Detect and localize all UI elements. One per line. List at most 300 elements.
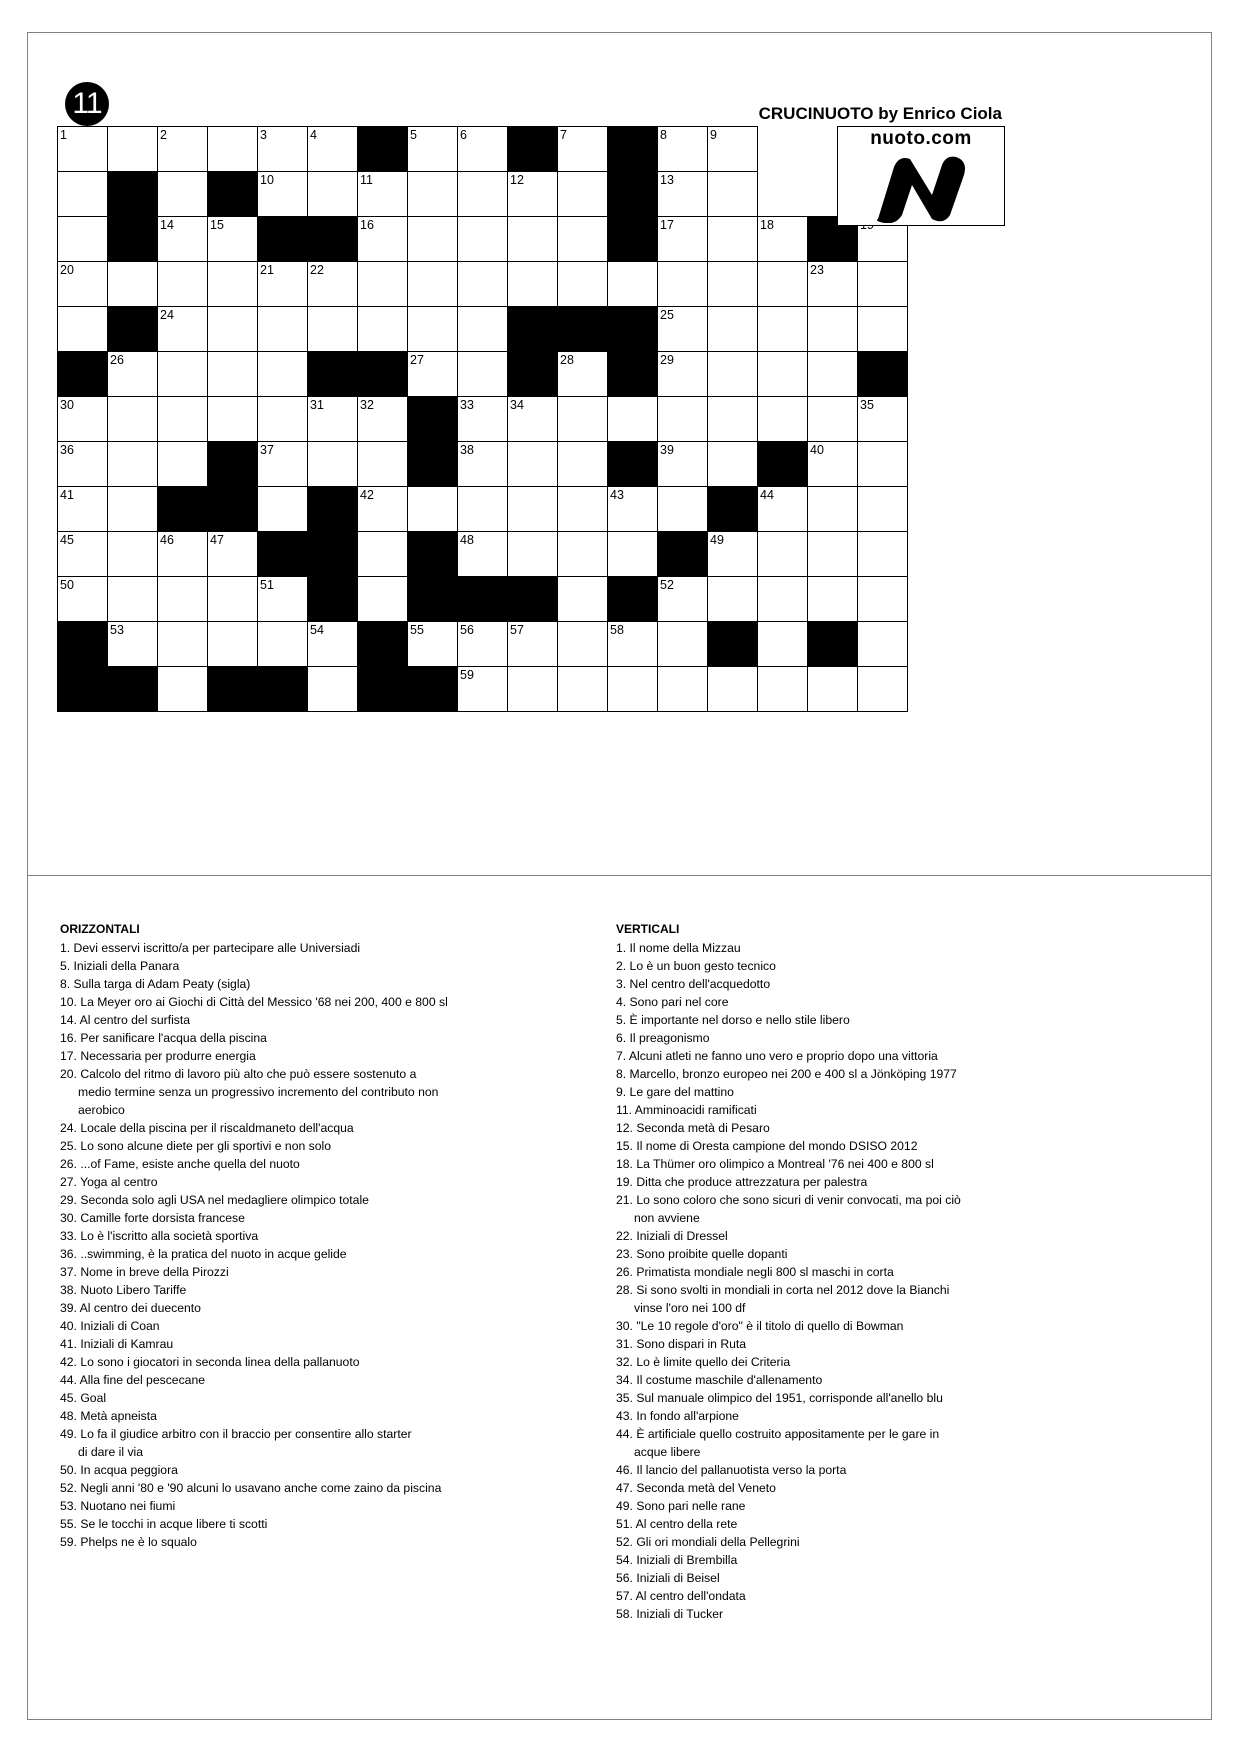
clue-line: 37. Nome in breve della Pirozzi <box>60 1265 229 1279</box>
clue-line: 11. Amminoacidi ramificati <box>616 1103 757 1117</box>
grid-cell[interactable] <box>657 126 708 172</box>
grid-cell[interactable] <box>257 306 308 352</box>
grid-cell[interactable] <box>207 261 258 307</box>
grid-cell[interactable] <box>857 441 908 487</box>
puzzle-number: 11 <box>72 87 102 120</box>
grid-cell[interactable] <box>557 531 608 577</box>
clue-line: 27. Yoga al centro <box>60 1175 158 1189</box>
grid-cell[interactable] <box>57 261 108 307</box>
grid-cell[interactable] <box>807 441 858 487</box>
cell-number: 13 <box>660 173 674 187</box>
grid-cell[interactable] <box>707 531 758 577</box>
grid-cell[interactable] <box>607 666 658 712</box>
grid-cell[interactable] <box>457 531 508 577</box>
clue-line: 58. Iniziali di Tucker <box>616 1607 724 1621</box>
grid-cell[interactable] <box>57 396 108 442</box>
clue-line: 59. Phelps ne è lo squalo <box>60 1535 197 1549</box>
cell-number: 7 <box>560 128 567 142</box>
cell-number: 1 <box>60 128 67 142</box>
grid-cell[interactable] <box>157 396 208 442</box>
clue-line: 7. Alcuni atleti ne fanno uno vero e proprio dopo una vittoria <box>616 1049 938 1063</box>
black-cell <box>607 171 658 217</box>
clue-line: 8. Marcello, bronzo europeo nei 200 e 400 sl a Jönköping 1977 <box>616 1067 957 1081</box>
clue-line: 52. Negli anni '80 e '90 alcuni lo usavano anche come zaino da piscina <box>60 1481 442 1495</box>
black-cell <box>257 666 308 712</box>
cell-number: 32 <box>360 398 374 412</box>
grid-cell[interactable] <box>757 306 808 352</box>
grid-cell[interactable] <box>107 441 158 487</box>
grid-cell[interactable] <box>157 126 208 172</box>
clue-line: 46. Il lancio del pallanuotista verso la porta <box>616 1463 847 1477</box>
black-cell <box>107 306 158 352</box>
cell-number: 45 <box>60 533 74 547</box>
grid-cell[interactable] <box>657 621 708 667</box>
cell-number: 46 <box>160 533 174 547</box>
grid-cell[interactable] <box>807 351 858 397</box>
clue-line: 43. In fondo all'arpione <box>616 1409 739 1423</box>
grid-cell[interactable] <box>407 486 458 532</box>
grid-cell[interactable] <box>57 576 108 622</box>
grid-cell[interactable] <box>857 666 908 712</box>
grid-cell[interactable] <box>307 171 358 217</box>
grid-cell[interactable] <box>107 621 158 667</box>
grid-cell[interactable] <box>107 351 158 397</box>
across-clue-list <box>60 939 540 1551</box>
grid-cell[interactable] <box>307 666 358 712</box>
clue-line: 54. Iniziali di Brembilla <box>616 1553 738 1567</box>
grid-cell[interactable] <box>757 396 808 442</box>
black-cell <box>307 576 358 622</box>
grid-cell[interactable] <box>807 531 858 577</box>
grid-cell[interactable] <box>157 216 208 262</box>
grid-cell[interactable] <box>707 666 758 712</box>
grid-cell[interactable] <box>657 576 708 622</box>
grid-cell[interactable] <box>107 531 158 577</box>
cell-number: 33 <box>460 398 474 412</box>
grid-cell[interactable] <box>307 396 358 442</box>
clue-line: 33. Lo è l'iscritto alla società sportiva <box>60 1229 259 1243</box>
grid-cell[interactable] <box>807 486 858 532</box>
clue-line: 6. Il preagonismo <box>616 1031 710 1045</box>
cell-number: 42 <box>360 488 374 502</box>
black-cell <box>757 441 808 487</box>
clue-line: 1. Devi esservi iscritto/a per partecipare alle Universiadi <box>60 941 361 955</box>
grid-cell[interactable] <box>757 261 808 307</box>
grid-cell[interactable] <box>607 396 658 442</box>
grid-cell[interactable] <box>307 261 358 307</box>
clue-line: 4. Sono pari nel core <box>616 995 729 1009</box>
cell-number: 12 <box>510 173 524 187</box>
cell-number: 36 <box>60 443 74 457</box>
clue-line: 31. Sono dispari in Ruta <box>616 1337 747 1351</box>
grid-cell[interactable] <box>57 171 108 217</box>
black-cell <box>257 216 308 262</box>
grid-cell[interactable] <box>457 171 508 217</box>
black-cell <box>57 666 108 712</box>
clue-line: 18. La Thümer oro olimpico a Montreal '76 nei 400 e 800 sl <box>616 1157 934 1171</box>
grid-cell[interactable] <box>207 351 258 397</box>
cell-number: 38 <box>460 443 474 457</box>
black-cell <box>607 441 658 487</box>
nuoto-logo <box>837 126 1005 226</box>
black-cell <box>357 621 408 667</box>
grid-cell[interactable] <box>357 486 408 532</box>
cell-number: 11 <box>360 173 373 187</box>
cell-number: 15 <box>210 218 224 232</box>
section-divider <box>27 875 1212 876</box>
grid-cell[interactable] <box>457 621 508 667</box>
grid-cell[interactable] <box>807 261 858 307</box>
black-cell <box>307 531 358 577</box>
grid-cell[interactable] <box>357 396 408 442</box>
grid-cell[interactable] <box>557 441 608 487</box>
grid-cell[interactable] <box>207 396 258 442</box>
cell-number: 39 <box>660 443 674 457</box>
grid-cell[interactable] <box>157 531 208 577</box>
clue-line: 39. Al centro dei duecento <box>60 1301 201 1315</box>
grid-cell[interactable] <box>257 486 308 532</box>
grid-cell[interactable] <box>407 621 458 667</box>
grid-cell[interactable] <box>357 306 408 352</box>
grid-cell[interactable] <box>607 531 658 577</box>
grid-cell[interactable] <box>107 126 158 172</box>
cell-number: 44 <box>760 488 774 502</box>
grid-cell[interactable] <box>457 396 508 442</box>
clue-line: 32. Lo è limite quello dei Criteria <box>616 1355 791 1369</box>
grid-cell[interactable] <box>507 441 558 487</box>
grid-cell[interactable] <box>407 126 458 172</box>
grid-cell[interactable] <box>157 576 208 622</box>
cell-number: 52 <box>660 578 674 592</box>
black-cell <box>107 216 158 262</box>
grid-cell[interactable] <box>357 531 408 577</box>
black-cell <box>607 216 658 262</box>
grid-cell[interactable] <box>657 351 708 397</box>
grid-cell[interactable] <box>507 621 558 667</box>
grid-cell[interactable] <box>357 441 408 487</box>
grid-cell[interactable] <box>257 351 308 397</box>
grid-cell[interactable] <box>657 216 708 262</box>
grid-cell[interactable] <box>507 216 558 262</box>
black-cell <box>357 126 408 172</box>
grid-cell[interactable] <box>757 486 808 532</box>
grid-cell[interactable] <box>557 621 608 667</box>
grid-cell[interactable] <box>157 306 208 352</box>
grid-cell[interactable] <box>707 441 758 487</box>
clue-line: 51. Al centro della rete <box>616 1517 738 1531</box>
puzzle-title: CRUCINUOTO by Enrico Ciola <box>758 104 1002 123</box>
clue-line: 29. Seconda solo agli USA nel medagliere olimpico totale <box>60 1193 369 1207</box>
grid-cell[interactable] <box>557 126 608 172</box>
nuoto-n-logo-icon <box>872 155 972 223</box>
cell-number: 31 <box>310 398 324 412</box>
clue-line: 26. ...of Fame, esiste anche quella del nuoto <box>60 1157 300 1171</box>
grid-cell[interactable] <box>507 171 558 217</box>
clue-line: 26. Primatista mondiale negli 800 sl maschi in corta <box>616 1265 894 1279</box>
grid-cell[interactable] <box>807 396 858 442</box>
black-cell <box>507 306 558 352</box>
cell-number: 21 <box>260 263 274 277</box>
grid-cell[interactable] <box>657 306 708 352</box>
grid-cell[interactable] <box>257 441 308 487</box>
grid-cell[interactable] <box>557 216 608 262</box>
grid-cell[interactable] <box>657 666 708 712</box>
grid-cell[interactable] <box>557 486 608 532</box>
grid-cell[interactable] <box>857 531 908 577</box>
clue-line: 25. Lo sono alcune diete per gli sportivi e non solo <box>60 1139 332 1153</box>
down-heading: VERTICALI <box>616 922 680 936</box>
grid-cell[interactable] <box>657 171 708 217</box>
grid-cell[interactable] <box>157 351 208 397</box>
grid-cell[interactable] <box>557 351 608 397</box>
cell-number: 41 <box>60 488 74 502</box>
black-cell <box>707 621 758 667</box>
grid-cell[interactable] <box>707 261 758 307</box>
grid-cell[interactable] <box>57 486 108 532</box>
grid-cell[interactable] <box>707 351 758 397</box>
black-cell <box>507 576 558 622</box>
black-cell <box>607 351 658 397</box>
clues-across <box>60 920 540 1551</box>
grid-cell[interactable] <box>407 306 458 352</box>
clue-line: 3. Nel centro dell'acquedotto <box>616 977 771 991</box>
grid-cell[interactable] <box>207 216 258 262</box>
grid-cell[interactable] <box>257 126 308 172</box>
clue-line: aerobico <box>78 1103 125 1117</box>
grid-cell[interactable] <box>257 396 308 442</box>
clue-line: 16. Per sanificare l'acqua della piscina <box>60 1031 267 1045</box>
black-cell <box>407 441 458 487</box>
cell-number: 50 <box>60 578 74 592</box>
grid-cell[interactable] <box>807 666 858 712</box>
black-cell <box>407 531 458 577</box>
grid-cell[interactable] <box>507 486 558 532</box>
grid-cell[interactable] <box>607 261 658 307</box>
grid-cell[interactable] <box>307 441 358 487</box>
black-cell <box>607 126 658 172</box>
grid-cell[interactable] <box>557 576 608 622</box>
clue-line: acque libere <box>634 1445 701 1459</box>
grid-cell[interactable] <box>707 171 758 217</box>
clue-line: 14. Al centro del surfista <box>60 1013 191 1027</box>
grid-cell[interactable] <box>757 351 808 397</box>
clue-line: 48. Metà apneista <box>60 1409 157 1423</box>
grid-cell[interactable] <box>107 486 158 532</box>
clue-line: 1. Il nome della Mizzau <box>616 941 741 955</box>
black-cell <box>107 666 158 712</box>
clue-line: 30. Camille forte dorsista francese <box>60 1211 245 1225</box>
black-cell <box>607 306 658 352</box>
grid-cell[interactable] <box>707 126 758 172</box>
grid-cell[interactable] <box>557 396 608 442</box>
clue-line: 10. La Meyer oro ai Giochi di Città del Messico '68 nei 200, 400 e 800 sl <box>60 995 448 1009</box>
grid-cell[interactable] <box>107 576 158 622</box>
clue-line: 40. Iniziali di Coan <box>60 1319 160 1333</box>
cell-number: 6 <box>460 128 467 142</box>
grid-cell[interactable] <box>207 306 258 352</box>
across-heading: ORIZZONTALI <box>60 922 140 936</box>
grid-cell[interactable] <box>507 666 558 712</box>
cell-number: 20 <box>60 263 74 277</box>
clue-line: 45. Goal <box>60 1391 107 1405</box>
clue-line: 17. Necessaria per produrre energia <box>60 1049 256 1063</box>
grid-cell[interactable] <box>807 306 858 352</box>
cell-number: 4 <box>310 128 317 142</box>
grid-cell[interactable] <box>357 216 408 262</box>
grid-cell[interactable] <box>357 171 408 217</box>
grid-cell[interactable] <box>407 261 458 307</box>
grid-cell[interactable] <box>707 216 758 262</box>
grid-cell[interactable] <box>157 441 208 487</box>
grid-cell[interactable] <box>407 216 458 262</box>
grid-cell[interactable] <box>207 621 258 667</box>
grid-cell[interactable] <box>857 261 908 307</box>
grid-cell[interactable] <box>857 396 908 442</box>
grid-cell[interactable] <box>857 306 908 352</box>
clues-down <box>616 920 1116 1623</box>
black-cell <box>207 666 258 712</box>
grid-cell[interactable] <box>457 351 508 397</box>
clue-line: 44. È artificiale quello costruito appositamente per le gare in <box>616 1427 940 1441</box>
grid-cell[interactable] <box>557 171 608 217</box>
clue-line: 50. In acqua peggiora <box>60 1463 178 1477</box>
cell-number: 25 <box>660 308 674 322</box>
clue-line: 24. Locale della piscina per il riscaldmaneto dell'acqua <box>60 1121 354 1135</box>
black-cell <box>407 666 458 712</box>
grid-cell[interactable] <box>557 666 608 712</box>
cell-number: 59 <box>460 668 474 682</box>
black-cell <box>157 486 208 532</box>
cell-number: 14 <box>160 218 174 232</box>
grid-cell[interactable] <box>257 261 308 307</box>
clue-line: vinse l'oro nei 100 df <box>634 1301 746 1315</box>
grid-cell[interactable] <box>507 531 558 577</box>
black-cell <box>807 621 858 667</box>
grid-cell[interactable] <box>407 171 458 217</box>
grid-cell[interactable] <box>207 576 258 622</box>
grid-cell[interactable] <box>257 171 308 217</box>
grid-cell[interactable] <box>157 621 208 667</box>
black-cell <box>307 486 358 532</box>
grid-cell[interactable] <box>657 441 708 487</box>
grid-cell[interactable] <box>207 531 258 577</box>
clue-line: 5. Iniziali della Panara <box>60 959 180 973</box>
grid-cell[interactable] <box>457 486 508 532</box>
grid-cell[interactable] <box>207 126 258 172</box>
cell-number: 5 <box>410 128 417 142</box>
clue-line: 47. Seconda metà del Veneto <box>616 1481 776 1495</box>
grid-cell[interactable] <box>357 261 408 307</box>
grid-cell[interactable] <box>757 576 808 622</box>
grid-cell[interactable] <box>57 306 108 352</box>
clue-line: 5. È importante nel dorso e nello stile libero <box>616 1013 850 1027</box>
cell-number: 47 <box>210 533 224 547</box>
clue-line: 23. Sono proibite quelle dopanti <box>616 1247 788 1261</box>
grid-cell[interactable] <box>457 216 508 262</box>
grid-cell[interactable] <box>57 441 108 487</box>
grid-cell[interactable] <box>707 396 758 442</box>
down-clue-list <box>616 939 1116 1623</box>
cell-number: 35 <box>860 398 874 412</box>
grid-cell[interactable] <box>507 396 558 442</box>
grid-cell[interactable] <box>757 531 808 577</box>
grid-cell[interactable] <box>357 576 408 622</box>
grid-cell[interactable] <box>757 216 808 262</box>
grid-cell[interactable] <box>257 621 308 667</box>
grid-cell[interactable] <box>757 666 808 712</box>
grid-cell[interactable] <box>457 441 508 487</box>
grid-cell[interactable] <box>57 216 108 262</box>
grid-cell[interactable] <box>707 576 758 622</box>
grid-cell[interactable] <box>57 126 108 172</box>
clue-line: 8. Sulla targa di Adam Peaty (sigla) <box>60 977 251 991</box>
clue-line: non avviene <box>634 1211 700 1225</box>
cell-number: 9 <box>710 128 717 142</box>
black-cell <box>257 531 308 577</box>
grid-cell[interactable] <box>807 576 858 622</box>
grid-cell[interactable] <box>307 306 358 352</box>
grid-cell[interactable] <box>157 261 208 307</box>
clue-line: 55. Se le tocchi in acque libere ti scotti <box>60 1517 268 1531</box>
grid-cell[interactable] <box>707 306 758 352</box>
clue-line: 28. Si sono svolti in mondiali in corta nel 2012 dove la Bianchi <box>616 1283 950 1297</box>
grid-cell[interactable] <box>57 531 108 577</box>
grid-cell[interactable] <box>857 486 908 532</box>
grid-cell[interactable] <box>107 396 158 442</box>
grid-cell[interactable] <box>457 261 508 307</box>
clue-line: 44. Alla fine del pescecane <box>60 1373 205 1387</box>
grid-cell[interactable] <box>557 261 608 307</box>
grid-cell[interactable] <box>307 126 358 172</box>
grid-cell[interactable] <box>507 261 558 307</box>
black-cell <box>207 486 258 532</box>
grid-cell[interactable] <box>107 261 158 307</box>
clue-line: 15. Il nome di Oresta campione del mondo DSISO 2012 <box>616 1139 918 1153</box>
grid-cell[interactable] <box>257 576 308 622</box>
grid-cell[interactable] <box>857 576 908 622</box>
grid-cell[interactable] <box>457 306 508 352</box>
grid-cell[interactable] <box>607 621 658 667</box>
grid-cell[interactable] <box>157 666 208 712</box>
cell-number: 48 <box>460 533 474 547</box>
grid-cell[interactable] <box>157 171 208 217</box>
clue-line: 49. Sono pari nelle rane <box>616 1499 746 1513</box>
grid-cell[interactable] <box>607 486 658 532</box>
grid-cell[interactable] <box>657 261 708 307</box>
cell-number: 49 <box>710 533 724 547</box>
grid-cell[interactable] <box>407 351 458 397</box>
clue-line: 53. Nuotano nei fiumi <box>60 1499 176 1513</box>
cell-number: 2 <box>160 128 167 142</box>
clue-line: 49. Lo fa il giudice arbitro con il braccio per consentire allo starter <box>60 1427 412 1441</box>
cell-number: 56 <box>460 623 474 637</box>
grid-cell[interactable] <box>307 621 358 667</box>
grid-cell[interactable] <box>757 621 808 667</box>
black-cell <box>307 216 358 262</box>
grid-cell[interactable] <box>657 396 708 442</box>
black-cell <box>607 576 658 622</box>
cell-number: 17 <box>660 218 674 232</box>
grid-cell[interactable] <box>657 486 708 532</box>
grid-cell[interactable] <box>857 621 908 667</box>
grid-cell[interactable] <box>457 126 508 172</box>
grid-cell[interactable] <box>457 666 508 712</box>
cell-number: 40 <box>810 443 824 457</box>
black-cell <box>57 621 108 667</box>
clue-line: 2. Lo è un buon gesto tecnico <box>616 959 776 973</box>
clue-line: 56. Iniziali di Beisel <box>616 1571 720 1585</box>
black-cell <box>357 351 408 397</box>
